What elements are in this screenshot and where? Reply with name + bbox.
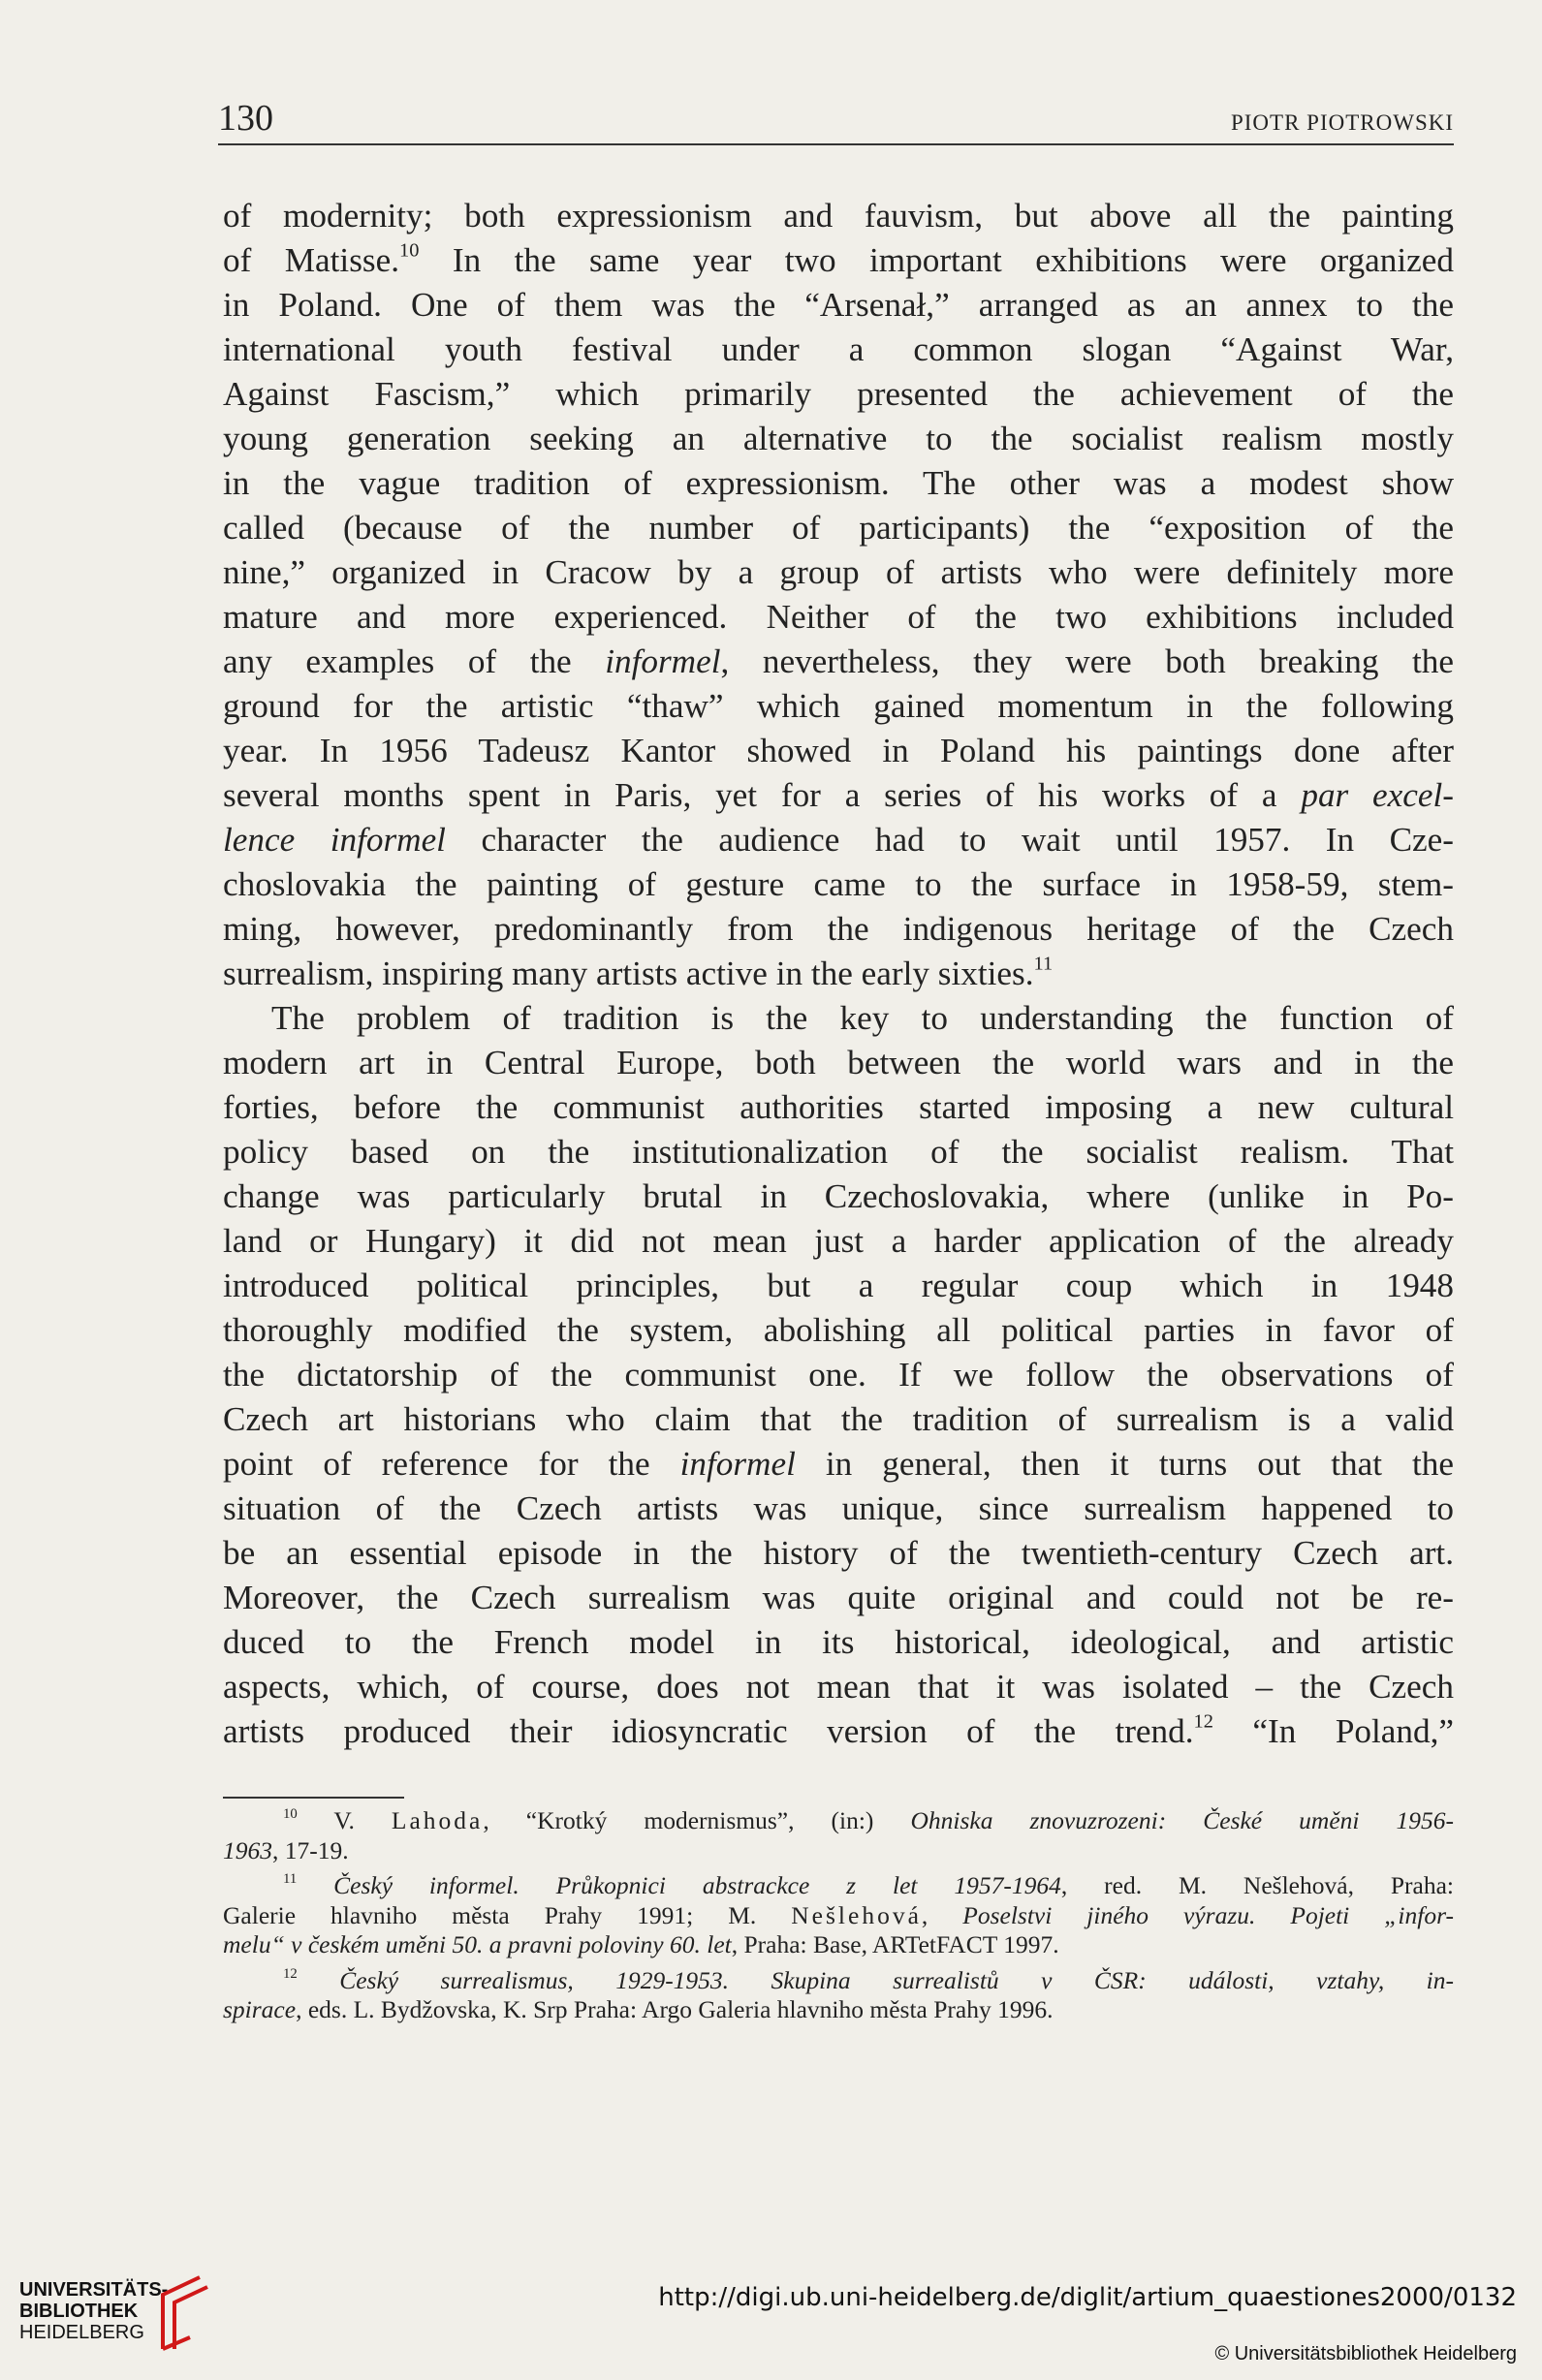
footnote-11-cont2: melu“ v českém uměni 50. a pravni poloviny 60. let, Praha: Base, ARTetFACT 1997. xyxy=(223,1930,1059,1958)
footnote-10-cont: 1963, 17-19. xyxy=(223,1835,349,1864)
footer-url[interactable]: http://digi.ub.uni-heidelberg.de/diglit/artium_quaestiones2000/0132 xyxy=(658,2283,1517,2312)
library-logo-icon xyxy=(143,2273,213,2353)
text-line: lence informel character the audience had to wait until 1957. In Cze- xyxy=(223,821,1454,859)
text-line: called (because of the number of participants) the “exposition of the xyxy=(223,509,1454,547)
footnote-11-cont: Galerie hlavniho města Prahy 1991; M. Nešlehová, Poselstvi jiného výrazu. Pojeti „infor- xyxy=(223,1900,1454,1929)
text-line: The problem of tradition is the key to understanding the function of xyxy=(271,999,1454,1037)
footnote-10: $^{10}$ V. Lahoda, “Krotký modernismus”, (in:) Ohniska znovuzrozeni: České uměni 1956- xyxy=(283,1806,1454,1834)
footnote-12: $^{12}$ Český surrealismus, 1929-1953. Skupina surrealistů v ČSR: události, vztahy, in- xyxy=(283,1965,1454,1994)
text-line: be an essential episode in the history of the twentieth-century Czech art. xyxy=(223,1534,1454,1572)
page-number: 130 xyxy=(218,98,273,139)
text-line: modern art in Central Europe, both between the world wars and in the xyxy=(223,1044,1454,1081)
text-line: situation of the Czech artists was unique, since surrealism happened to xyxy=(223,1489,1454,1527)
text-line: mature and more experienced. Neither of the two exhibitions included xyxy=(223,598,1454,636)
text-line: land or Hungary) it did not mean just a harder application of the already xyxy=(223,1222,1454,1260)
text-line: Against Fascism,” which primarily presented the achievement of the xyxy=(223,375,1454,413)
body-text xyxy=(223,194,1454,1754)
library-logo: UNIVERSITÄTS- BIBLIOTHEK HEIDELBERG xyxy=(19,2279,169,2343)
text-line: choslovakia the painting of gesture came to the surface in 1958-59, stem- xyxy=(223,865,1454,903)
footnote-ref: 10 xyxy=(399,239,420,262)
text-line: year. In 1956 Tadeusz Kantor showed in Poland his paintings done after xyxy=(223,732,1454,769)
text-line: nine,” organized in Cracow by a group of artists who were definitely more xyxy=(223,553,1454,591)
text-line: change was particularly brutal in Czechoslovakia, where (unlike in Po- xyxy=(223,1177,1454,1215)
page-header xyxy=(218,95,1454,145)
running-head: PIOTR PIOTROWSKI xyxy=(1230,110,1454,135)
text-line: in Poland. One of them was the “Arsenał,” arranged as an annex to the xyxy=(223,286,1454,324)
footnotes xyxy=(223,1806,1454,2025)
text-line: ming, however, predominantly from the indigenous heritage of the Czech xyxy=(223,910,1454,948)
text-line: the dictatorship of the communist one. If we follow the observations of xyxy=(223,1356,1454,1394)
text-line: young generation seeking an alternative to the socialist realism mostly xyxy=(223,420,1454,457)
text-line: artists produced their idiosyncratic version of the trend.$^{12}$ “In Poland,” xyxy=(223,1710,1454,1750)
text-line: ground for the artistic “thaw” which gained momentum in the following xyxy=(223,687,1454,725)
text-line: of modernity; both expressionism and fauvism, but above all the painting xyxy=(223,197,1454,235)
text-line: in the vague tradition of expressionism. The other was a modest show xyxy=(223,464,1454,502)
text-line: thoroughly modified the system, abolishing all political parties in favor of xyxy=(223,1311,1454,1349)
text-line: international youth festival under a common slogan “Against War, xyxy=(223,330,1454,368)
text-line: forties, before the communist authorities started imposing a new cultural xyxy=(223,1088,1454,1126)
text-line: policy based on the institutionalization of the socialist realism. That xyxy=(223,1133,1454,1171)
text-line: Czech art historians who claim that the tradition of surrealism is a valid xyxy=(223,1400,1454,1438)
text-line: introduced political principles, but a regular coup which in 1948 xyxy=(223,1267,1454,1304)
footnote-ref: 12 xyxy=(1193,1710,1213,1733)
footnote-12-cont: spirace, eds. L. Bydžovska, K. Srp Praha: Argo Galeria hlavniho města Prahy 1996. xyxy=(223,1995,1054,2023)
text-line: any examples of the informel, nevertheless, they were both breaking the xyxy=(223,642,1454,680)
footnote-11: $^{11}$ Český informel. Průkopnici abstrackce z let 1957-1964, red. M. Nešlehová, Praha: xyxy=(283,1871,1454,1899)
text-line: aspects, which, of course, does not mean that it was isolated – the Czech xyxy=(223,1668,1454,1706)
footer-copyright: © Universitätsbibliothek Heidelberg xyxy=(1214,2343,1517,2364)
text-line: Moreover, the Czech surrealism was quite original and could not be re- xyxy=(223,1579,1454,1616)
footnote-ref: 11 xyxy=(1033,953,1054,975)
text-line: duced to the French model in its historical, ideological, and artistic xyxy=(223,1623,1454,1661)
text-line: of Matisse.$^{10}$ In the same year two important exhibitions were organized xyxy=(223,239,1454,279)
text-line: surrealism, inspiring many artists active in the early sixties.$^{11}$ xyxy=(223,953,1054,992)
text-line: point of reference for the informel in general, then it turns out that the xyxy=(223,1445,1454,1483)
footnote-divider xyxy=(223,1797,404,1799)
text-line: several months spent in Paris, yet for a series of his works of a par excel- xyxy=(223,776,1454,814)
